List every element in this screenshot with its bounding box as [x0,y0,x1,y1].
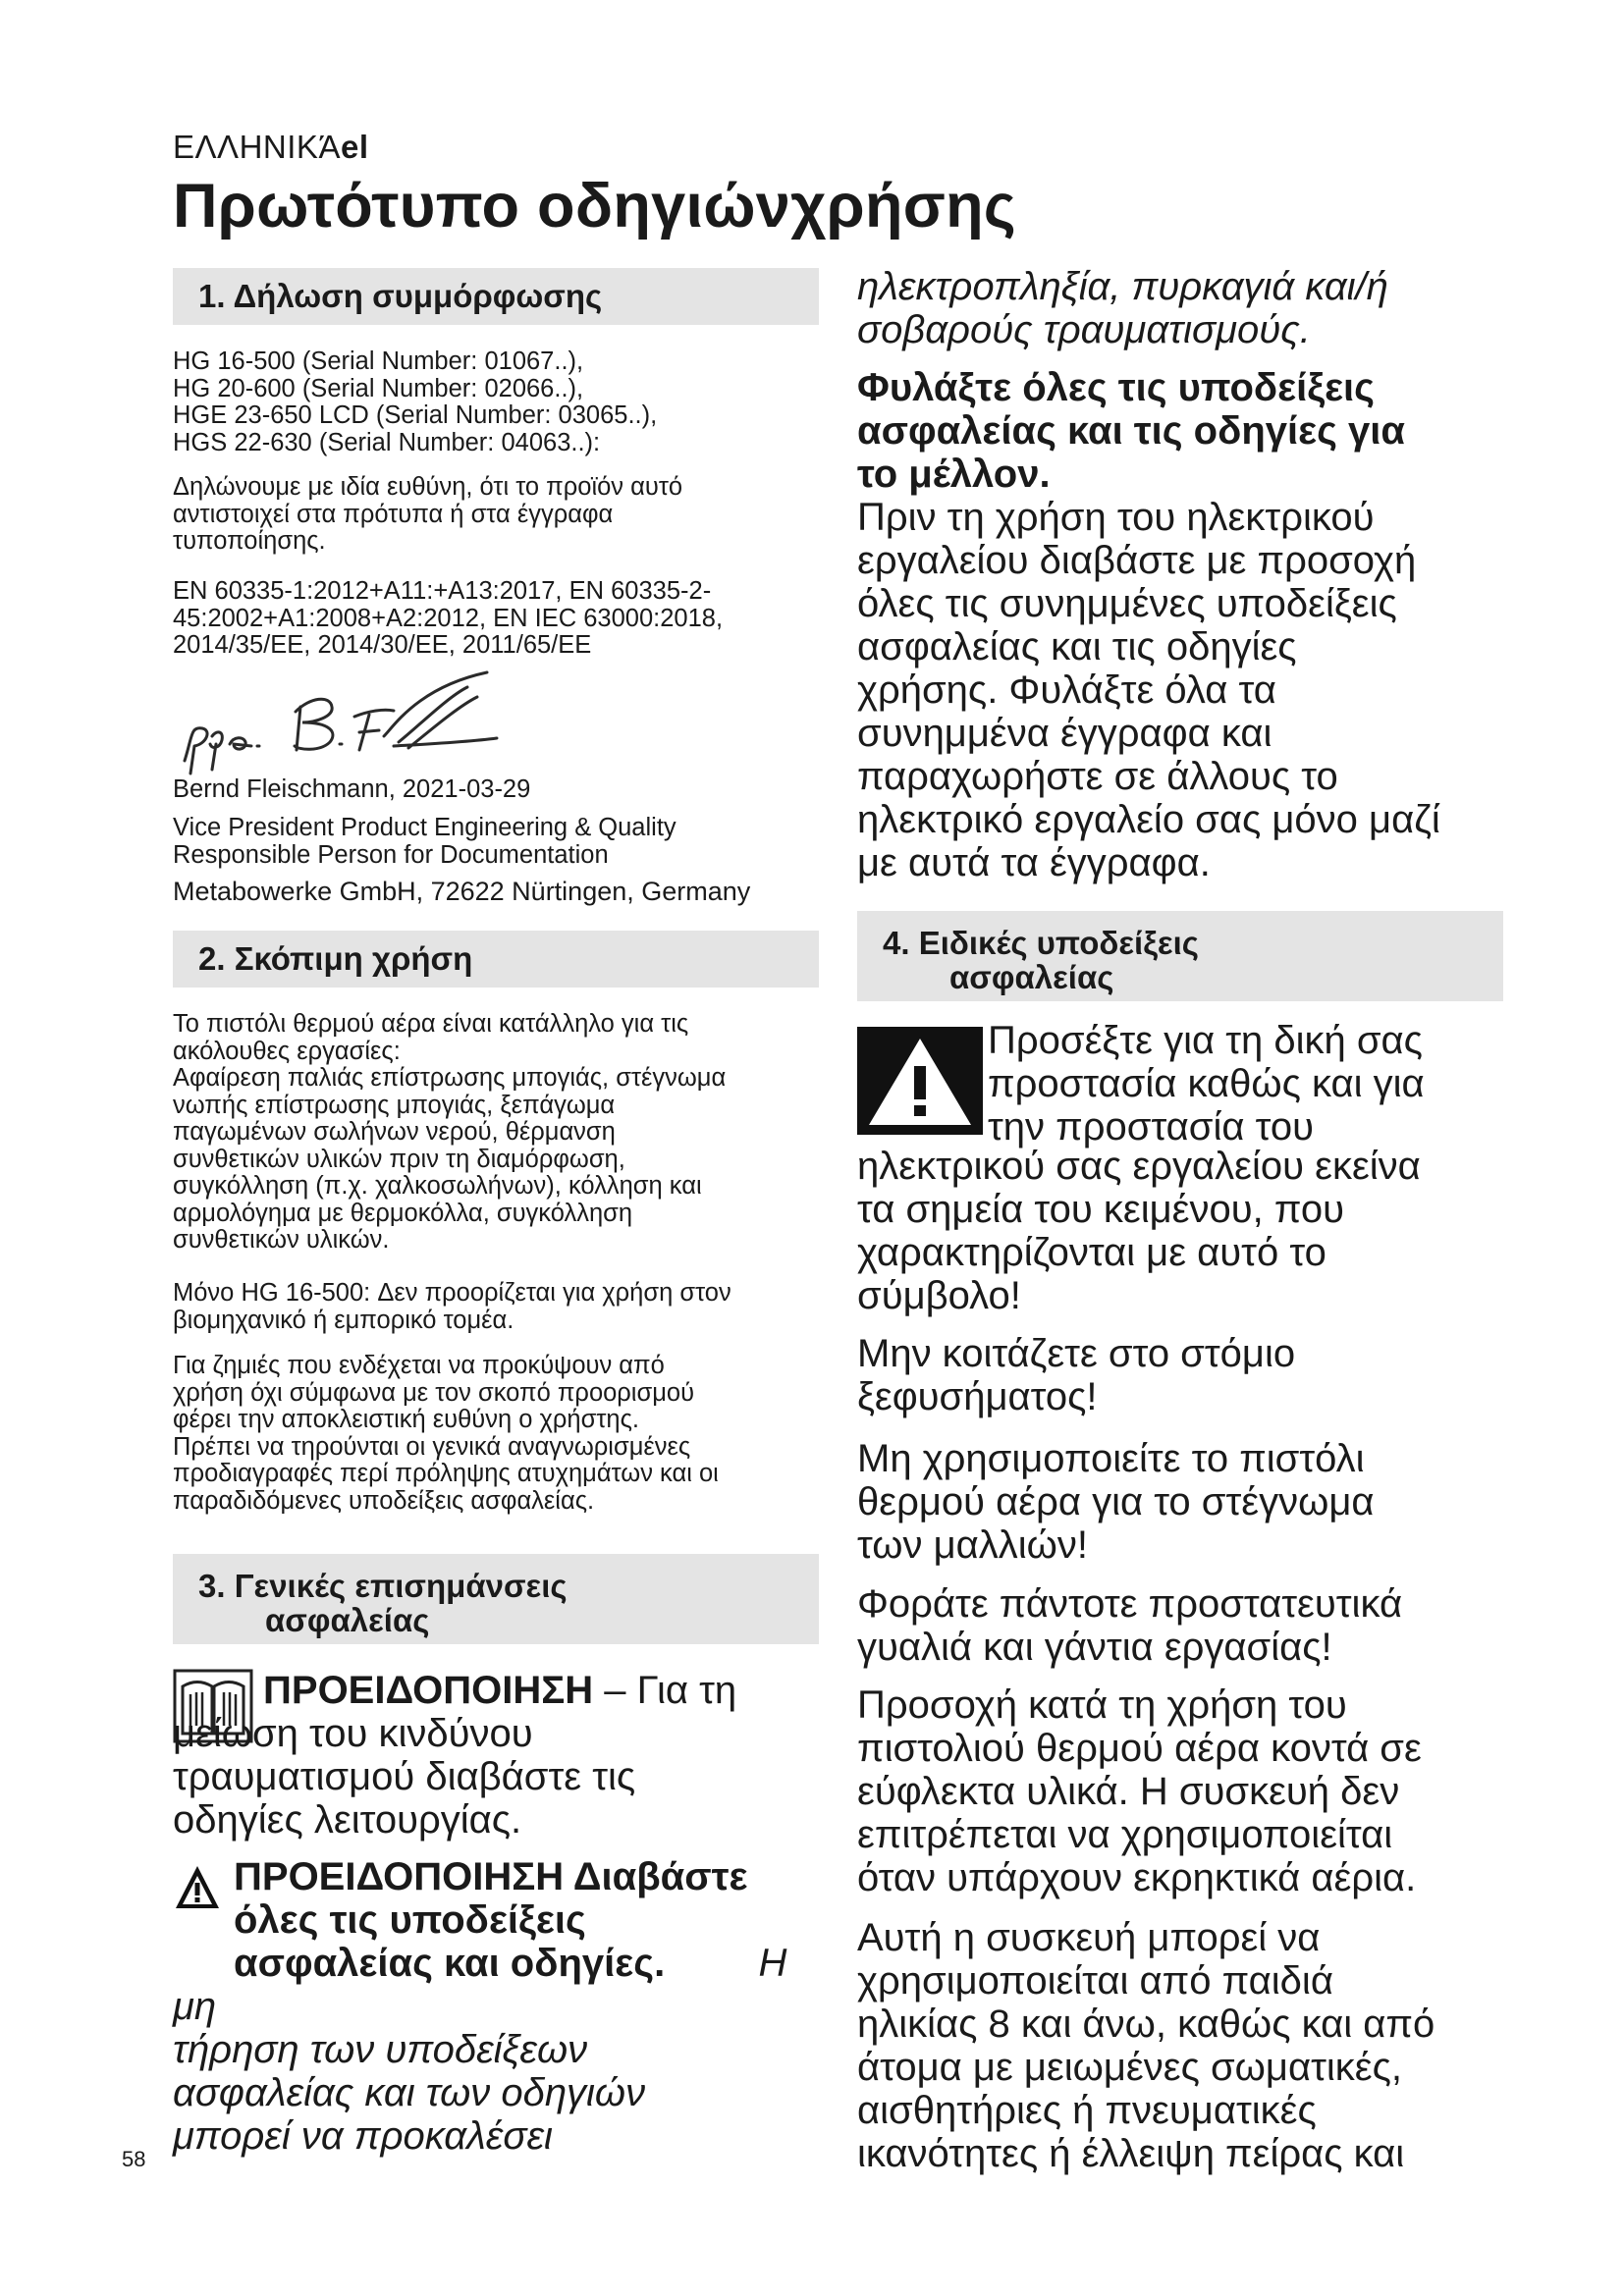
caution-triangle-icon [857,1027,983,1135]
keep-instructions-heading: Φυλάξτε όλες τις υποδείξεις ασφαλείας και τις οδηγίες για το μέλλον. [857,366,1406,496]
company-address: Metabowerke GmbH, 72622 Nürtingen, Germany [173,877,751,906]
caution-text-continued: ηλεκτρικού σας εργαλείου εκείνα τα σημεία του κειμένου, που χαρακτηρίζονται με αυτό το σύμβολο! [857,1145,1421,1317]
section2-heading: 2. Σκόπιμη χρήση [173,931,819,988]
warning1-body: – Για τη μείωση του κινδύνου τραυματισμού διαβάστε τις οδηγίες λειτουργίας. [173,1669,737,1842]
signer-role: Vice President Product Engineering & Quality Responsible Person for Documentation [173,814,677,869]
language-label [173,129,369,166]
warning2-continuation: ηλεκτροπληξία, πυρκαγιά και/ή σοβαρούς τραυματισμούς. [857,265,1388,351]
section4-paragraph-5: Αυτή η συσκευή μπορεί να χρησιμοποιείται από παιδιά ηλικίας 8 και άνω, καθώς και από άτομα με μειωμένες σωματικές, αισθητήριες ή πνευματικές ικανότητες ή έλλειψη πείρας και [857,1916,1435,2175]
signature-image [173,667,507,775]
warning2-body: Η μη τήρηση των υποδείξεων ασφαλείας και των οδηγιών μπορεί να προκαλέσει [173,1942,787,2158]
section1-declaration: Δηλώνουμε με ιδία ευθύνη, ότι το προϊόν αυτό αντιστοιχεί στα πρότυπα ή στα έγγραφα τυποποίησης. [173,473,683,556]
section3-heading-line1: 3. Γενικές επισημάνσεις [198,1568,568,1604]
section4-paragraph-1: Μην κοιτάζετε στο στόμιο ξεφυσήματος! [857,1332,1296,1418]
section3-heading-line2: ασφαλείας [265,1601,430,1638]
section1-heading: 1. Δήλωση συμμόρφωσης [173,268,819,325]
section2-paragraph-1: Το πιστόλι θερμού αέρα είναι κατάλληλο για τις ακόλουθες εργασίες: Αφαίρεση παλιάς επίστρωσης μπογιάς, στέγνωμα νωπής επίστρωσης μπογιάς, ξεπάγωμα παγωμένων σωλήνων νερού, θέρμανση συνθετικών υλικών πριν τη διαμόρφωση, συγκόλληση (π.χ. χαλκοσωλήνων), κόλληση και αρμολόγημα με θερμοκόλλα, συγκόλληση συνθετικών υλικών. [173,1010,727,1255]
keep-instructions-text: Πριν τη χρήση του ηλεκτρικού εργαλείου διαβάστε με προσοχή όλες τις συνημμένες υποδείξεις ασφαλείας και τις οδηγίες χρήσης. Φυλάξτε όλα τα συνημμένα έγγραφα και παραχωρήστε σε άλλους το ηλεκτρικό εργαλείο σας μόνο μαζί με αυτά τα έγγραφα. [857,496,1440,884]
section4-paragraph-2: Μη χρησιμοποιείτε το πιστόλι θερμού αέρα για το στέγνωμα των μαλλιών! [857,1437,1375,1567]
section4-paragraph-3: Φοράτε πάντοτε προστατευτικά γυαλιά και γάντια εργασίας! [857,1582,1403,1669]
section4-heading-line1: 4. Ειδικές υποδείξεις [883,925,1199,961]
section1-standards: EN 60335-1:2012+A11:+A13:2017, EN 60335-2- 45:2002+A1:2008+A2:2012, EN IEC 63000:2018, 2014/35/EE, 2014/30/EE, 2011/65/EE [173,577,724,660]
warning1-label: ΠΡΟΕΙΔΟΠΟΙΗΣΗ [263,1669,594,1712]
warning1-text [173,1669,840,1842]
language-code: el [340,129,369,165]
page-title: Πρωτότυπο οδηγιώνχρήσης [173,172,1016,240]
signer-name: Bernd Fleischmann, 2021-03-29 [173,775,531,803]
warning2-text [173,1855,840,2158]
section3-heading [173,1554,819,1644]
warning2-label: ΠΡΟΕΙΔΟΠΟΙΗΣΗ Διαβάστε όλες τις υποδείξεις ασφαλείας και οδηγίες. [234,1855,748,1985]
caution-text: Προσέξτε για τη δική σας προστασία καθώς και για την προστασία του [988,1019,1425,1148]
section4-heading-line2: ασφαλείας [949,958,1114,995]
section4-paragraph-4: Προσοχή κατά τη χρήση του πιστολιού θερμού αέρα κοντά σε εύφλεκτα υλικά. Η συσκευή δεν επιτρέπεται να χρησιμοποιείται όταν υπάρχουν εκρηκτικά αέρια. [857,1683,1422,1899]
section2-paragraph-3: Για ζημιές που ενδέχεται να προκύψουν από χρήση όχι σύμφωνα με τον σκοπό προορισμού φέρει την αποκλειστική ευθύνη ο χρήστης. Πρέπει να τηρούνται οι γενικά αναγνωρισμένες προδιαγραφές περί πρόληψης ατυχημάτων και οι παραδιδόμενες υποδείξεις ασφαλείας. [173,1352,719,1515]
page-number: 58 [122,2147,146,2171]
section1-models: HG 16-500 (Serial Number: 01067..), HG 20-600 (Serial Number: 02066..), HGE 23-650 LCD (Serial Number: 03065..), HGS 22-630 (Serial Number: 04063..): [173,347,658,456]
language-prefix: ΕΛΛΗΝΙΚΆ [173,129,341,165]
section2-paragraph-2: Μόνο HG 16-500: Δεν προορίζεται για χρήση στον βιομηχανικό ή εμπορικό τομέα. [173,1279,731,1334]
section4-heading [857,911,1503,1001]
